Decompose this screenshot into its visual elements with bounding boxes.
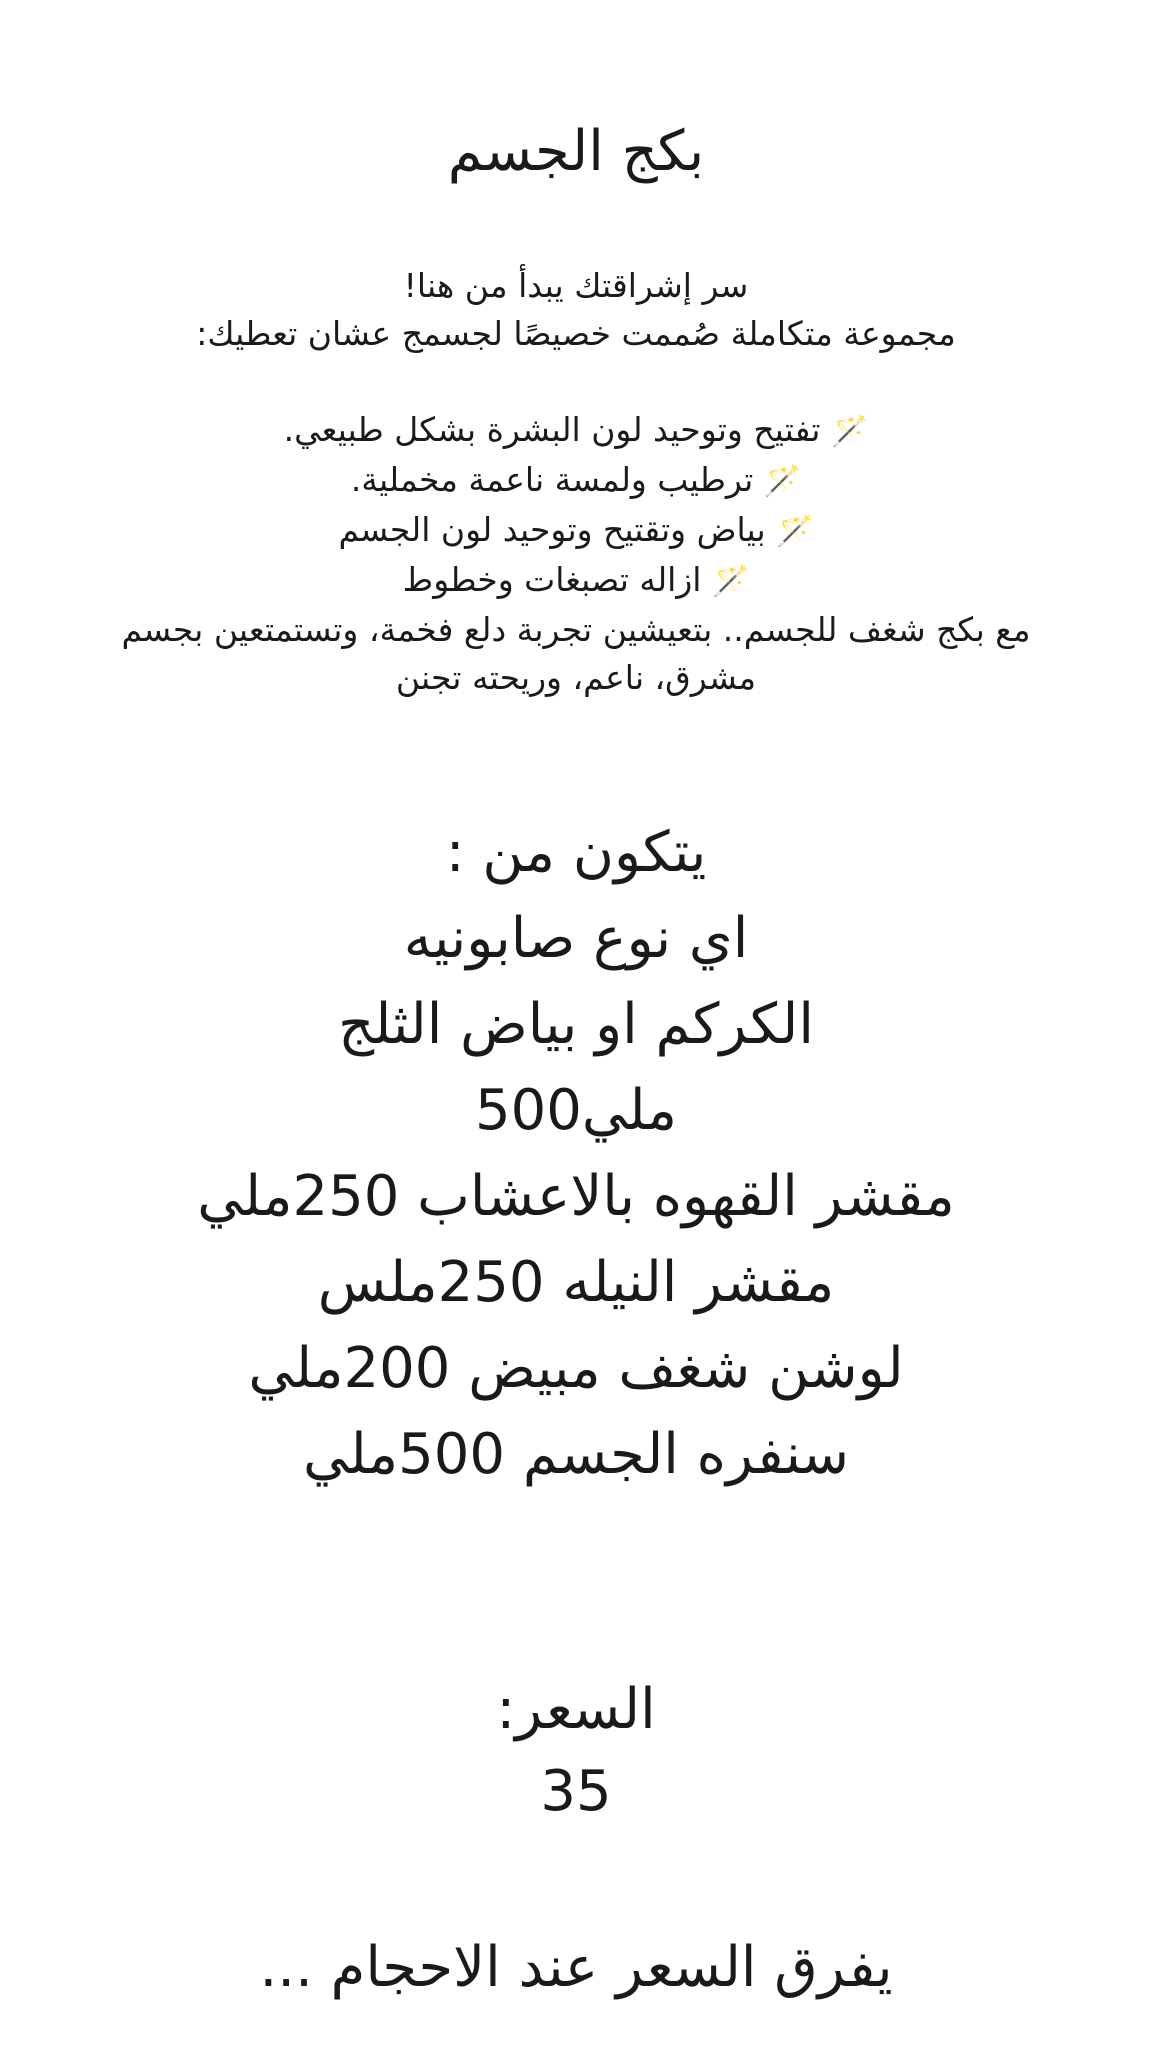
magic-wand-icon: 🪄 <box>830 414 869 449</box>
tagline: سر إشراقتك يبدأ من هنا! <box>403 266 749 305</box>
closing-text: مشرق، ناعم، وريحته تجنن <box>395 658 757 697</box>
price-note: يفرق السعر عند الاحجام ... <box>259 1935 893 2000</box>
page-title: بكج الجسم <box>447 119 705 184</box>
benefit-text: بياض وتقتيح وتوحيد لون الجسم <box>338 510 766 549</box>
benefit-item <box>60 506 1092 556</box>
benefit-text: تفتيح وتوحيد لون البشرة بشكل طبيعي. <box>283 410 821 449</box>
magic-wand-icon: 🪄 <box>776 514 814 549</box>
component-item: مقشر القهوه بالاعشاب 250ملي <box>197 1164 955 1229</box>
benefit-text: ترطيب ولمسة ناعمة مخملية. <box>350 460 754 499</box>
price-label: السعر: <box>496 1677 656 1742</box>
spacer <box>60 358 1092 406</box>
price-value: 35 <box>540 1759 612 1824</box>
component-item: ملي500 <box>474 1078 678 1143</box>
subtitle: مجموعة متكاملة صُممت خصيصًا لجسمج عشان تعطيك: <box>196 314 956 353</box>
intro-section <box>60 262 1092 702</box>
benefit-item <box>60 556 1092 606</box>
magic-wand-icon: 🪄 <box>711 564 750 599</box>
component-item: سنفره الجسم 500ملي <box>302 1422 850 1487</box>
components-heading: يتكون من : <box>445 820 707 885</box>
component-item: الكركم او بياض الثلج <box>338 992 814 1057</box>
benefit-item <box>60 456 1092 506</box>
component-item: اي نوع صابونيه <box>403 906 749 971</box>
component-item: لوشن شغف مبيض 200ملي <box>248 1336 904 1401</box>
closing-text: مع بكج شغف للجسم.. بتعيشين تجربة دلع فخمة، وتستمتعين بجسم <box>121 610 1031 649</box>
benefit-text: ازاله تصبغات وخطوط <box>402 560 702 599</box>
magic-wand-icon: 🪄 <box>763 464 802 499</box>
components-section <box>60 810 1092 1498</box>
component-item: مقشر النيله 250ملس <box>317 1250 835 1315</box>
benefit-item <box>60 406 1092 456</box>
